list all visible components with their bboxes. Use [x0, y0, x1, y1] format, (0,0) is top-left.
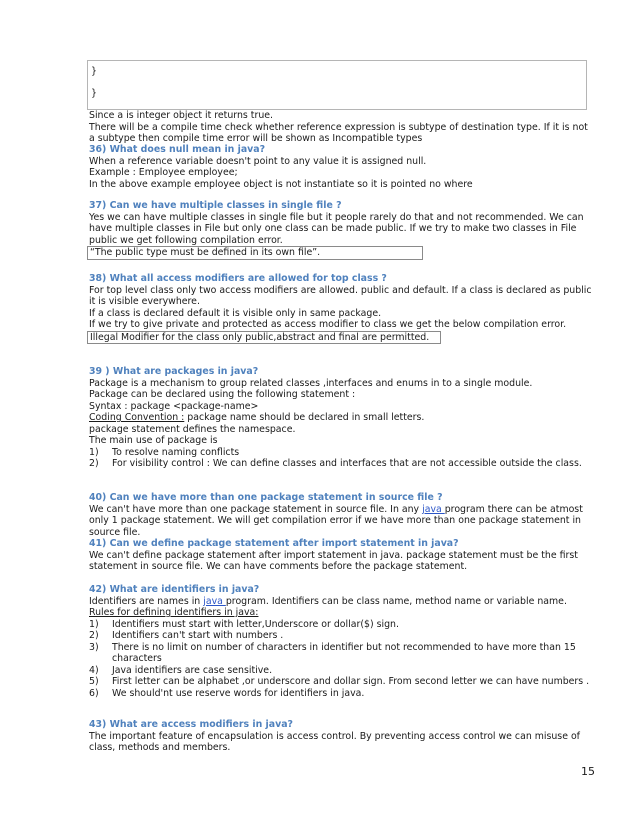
java-link[interactable]: java — [203, 595, 226, 607]
paragraph: We can't define package statement after import statement in java. package statement must be the first statement in source file. We can have comments before the package statement. — [89, 549, 578, 572]
list-item — [89, 665, 592, 677]
java-link[interactable]: java — [422, 503, 445, 515]
question-heading: 36) What does null mean in java? — [89, 144, 266, 155]
question-heading: 41) Can we define package statement after import statement in java? — [89, 538, 459, 549]
rules-label: Rules for defining identifiers in java: — [89, 607, 259, 618]
paragraph: package statement defines the namespace. — [89, 423, 296, 435]
q38-section — [89, 273, 592, 344]
page-number: 15 — [581, 765, 595, 778]
section-top — [89, 110, 592, 145]
list-item — [89, 447, 592, 459]
paragraph: Package can be declared using the following statement : — [89, 389, 356, 400]
q42-text: Identifiers are names in — [89, 595, 204, 607]
paragraph: For top level class only two access modifiers are allowed. public and default. If a class is declared as public it is visible everywhere. — [89, 284, 592, 307]
coding-convention-label: Coding Convention : — [89, 412, 185, 423]
list-item — [89, 642, 592, 665]
paragraph: When a reference variable doesn't point to any value it is assigned null. — [89, 155, 427, 167]
paragraph: Since a is integer object it returns true. — [89, 110, 274, 121]
list-number: 2) — [89, 458, 99, 469]
list-item — [89, 458, 592, 470]
list-item — [89, 676, 592, 688]
list-text: First letter can be alphabet ,or underscore and dollar sign. From second letter we can have numbers . — [112, 676, 590, 687]
paragraph: There will be a compile time check whether reference expression is subtype of destination type. If it is not a subtype then compile time error will be shown as Incompatible types — [89, 121, 588, 144]
code-line: } — [91, 66, 97, 77]
list-item — [89, 630, 592, 642]
error-message-box: “The public type must be defined in its own file”. — [87, 246, 423, 260]
q37-section — [89, 200, 592, 260]
question-heading: 40) Can we have more than one package statement in source file ? — [89, 492, 443, 503]
question-heading: 42) What are identifiers in java? — [89, 584, 260, 595]
q40-section — [89, 492, 592, 573]
paragraph: Syntax : package <package-name> — [89, 400, 259, 412]
question-heading: 43) What are access modifiers in java? — [89, 719, 293, 730]
code-box — [87, 60, 587, 110]
list-number: 1) — [89, 446, 99, 458]
list-number: 1) — [89, 618, 99, 630]
list-number: 6) — [89, 687, 99, 699]
code-line: } — [91, 88, 97, 99]
list-item — [89, 619, 592, 631]
question-heading: 38) What all access modifiers are allowed for top class ? — [89, 273, 387, 284]
q39-section — [89, 366, 592, 470]
paragraph: If we try to give private and protected as access modifier to class we get the below compilation error. — [89, 319, 567, 330]
q36-section — [89, 144, 592, 190]
q42-section — [89, 584, 592, 699]
coding-convention-text: package name should be declared in small letters. — [184, 412, 425, 423]
list-text: To resolve naming conflicts — [112, 446, 240, 458]
list-number: 5) — [89, 676, 99, 687]
paragraph: In the above example employee object is not instantiate so it is pointed no where — [89, 178, 473, 190]
paragraph — [89, 504, 592, 539]
paragraph: The important feature of encapsulation is access control. By preventing access control we can misuse of class, methods and members. — [89, 730, 580, 753]
list-text: For visibility control : We can define classes and interfaces that are not accessible outside the class. — [112, 458, 582, 469]
list-number: 4) — [89, 664, 99, 676]
question-heading: 37) Can we have multiple classes in single file ? — [89, 200, 342, 211]
list-number: 3) — [89, 641, 99, 653]
paragraph: The main use of package is — [89, 435, 218, 446]
paragraph: Yes we can have multiple classes in single file but it people rarely do that and not recommended. We can have multiple classes in File but only one class can be made public. If we try to make two classes in File public we get following compilation error. — [89, 211, 584, 246]
q42-text: program. Identifiers can be class name, method name or variable name. — [225, 595, 567, 607]
list-text: Java identifiers are case sensitive. — [112, 664, 273, 676]
list-text: Identifiers can't start with numbers . — [112, 630, 284, 641]
q40-text: program there can be atmost only 1 package statement. We will get compilation error if we have more than one package statement in source file. — [89, 503, 583, 538]
paragraph: Example : Employee employee; — [89, 167, 238, 178]
error-message-box: Illegal Modifier for the class only public,abstract and final are permitted. — [87, 331, 441, 345]
paragraph: If a class is declared default it is visible only in same package. — [89, 307, 382, 319]
list-number: 2) — [89, 630, 99, 641]
list-item — [89, 688, 592, 700]
question-heading: 39 ) What are packages in java? — [89, 366, 259, 377]
list-text: Identifiers must start with letter,Underscore or dollar($) sign. — [112, 618, 399, 630]
list-text: We should'nt use reserve words for identifiers in java. — [112, 687, 365, 699]
paragraph — [89, 412, 592, 424]
paragraph: Package is a mechanism to group related classes ,interfaces and enums in to a single module. — [89, 377, 533, 389]
list-text: There is no limit on number of characters in identifier but not recommended to have more than 15 characters — [112, 641, 576, 664]
q40-text: We can't have more than one package statement in source file. In any — [89, 503, 423, 515]
q43-section — [89, 719, 592, 754]
paragraph — [89, 596, 592, 608]
